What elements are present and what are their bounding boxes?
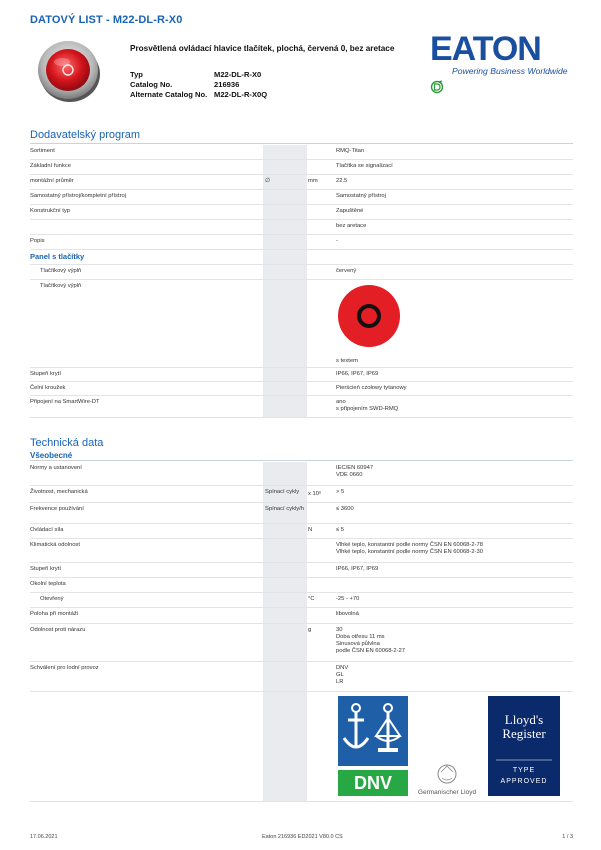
table-row [30,593,573,608]
row-symbol: Spínací cykly [265,489,300,495]
row-value: 22.5 [336,178,348,184]
row-value: Tlačítka se signalizací [336,163,393,169]
table-row [30,503,573,524]
value-line: Sinusová půlvlna [336,641,380,647]
meta-key: Alternate Catalog No. [130,90,208,99]
table-row [30,190,573,205]
value-line: podle ČSN EN 60068-2-27 [336,648,405,654]
symbol-cell [263,692,307,801]
table-row [30,280,573,368]
symbol-cell [263,593,307,607]
row-value: -25 - +70 [336,596,360,602]
table-row [30,396,573,418]
symbol-cell [263,524,307,538]
symbol-cell [263,608,307,623]
symbol-cell [263,578,307,592]
row-value: ≤ 5 [336,527,345,533]
meta-row [130,80,334,90]
row-value: Pierścień czołowy tytanowy [336,385,407,391]
symbol-cell [263,160,307,174]
value-line: DNV [336,665,349,671]
eaton-logo [430,30,570,92]
symbol-cell [263,382,307,395]
symbol-cell [263,563,307,577]
meta-value: M22-DL-R-X0Q [214,90,268,99]
table-row [30,662,573,692]
subsection-title-general: Všeobecné [30,451,73,460]
table-row [30,563,573,578]
meta-key: Typ [130,70,143,79]
row-label: montážní průměr [30,178,74,184]
row-label: Klimatická odolnost [30,542,80,548]
symbol-cell [263,396,307,417]
doc-title: DATOVÝ LIST - M22-DL-R-X0 [30,14,183,26]
row-value: IP66, IP67, IP69 [336,566,379,572]
table-row-approval-logos [30,692,573,802]
table-row [30,382,573,396]
table-row [30,368,573,382]
meta-value: 216936 [214,80,240,89]
symbol-cell [263,205,307,219]
row-value [336,465,573,479]
symbol-cell [263,190,307,204]
row-value: libovolná [336,611,359,617]
row-label: Poloha při montáži [30,611,79,617]
symbol-cell [263,145,307,159]
meta-value: M22-DL-R-X0 [214,70,262,79]
symbol-cell [263,250,307,264]
row-value: Samostatný přístroj [336,193,386,199]
row-unit: g [308,627,312,633]
table-row [30,220,573,235]
table-row [30,160,573,175]
dnv-logo [338,696,408,796]
row-label: Schválení pro lodní provoz [30,665,99,671]
germanischer-lloyd-logo [410,762,484,800]
section-title-supplier: Dodavatelský program [30,129,141,141]
value-line: ano [336,399,346,405]
brand-wordmark: EATON [430,30,541,68]
value-line: VDE 0660 [336,472,363,478]
row-value: Zapuštěné [336,208,364,214]
row-label: Tlačítkový výplň [40,268,82,274]
symbol-cell [263,280,307,367]
section-title-technical: Technická data [30,437,104,449]
row-unit: N [308,527,313,533]
value-line: IEC/EN 60947 [336,465,374,471]
lloyds-register-logo [488,696,560,796]
product-photo [34,36,102,104]
row-label: Základní funkce [30,163,71,169]
row-symbol: ∅ [265,178,271,184]
section-divider [30,460,573,461]
row-label: Odolnost proti nárazu [30,627,86,633]
row-value: RMQ-Titan [336,148,365,154]
table-row [30,539,573,563]
product-description: Prosvětlená ovládací hlavice tlačítek, plochá, červená 0, bez aretace [130,44,395,53]
row-label: Okolní teplota [30,581,66,587]
footer-document-id: Eaton 216936 ED2021 V80.0 CS [262,834,343,840]
row-label: Ovládací síla [30,527,64,533]
row-unit: °C [308,596,315,602]
footer-page-number: 1 / 3 [562,834,573,840]
table-row [30,265,573,280]
table-row [30,578,573,593]
meta-row [130,90,334,100]
meta-row [130,70,334,80]
row-label: Otevřený [40,596,64,602]
row-label: Tlačítkový výplň [40,283,82,289]
value-line: 30 [336,627,343,633]
dnv-logo-text: DNV [353,773,393,793]
table-row [30,145,573,160]
value-line: s připojením SWD-RMQ [336,406,399,412]
table-row [30,205,573,220]
supplier-table [30,145,573,418]
lr-logo-line1: Lloyd's [504,712,544,727]
meta-key: Catalog No. [130,80,173,89]
value-line: Vlhké teplo, konstantní podle normy ČSN EN 60068-2-78 [336,542,483,548]
table-row [30,235,573,250]
row-value [336,399,573,413]
row-label: Konstrukční typ [30,208,70,214]
value-line: Vlhké teplo, konstantní podle normy ČSN EN 60068-2-30 [336,549,483,555]
table-row [30,462,573,486]
panel-subheading: Panel s tlačítky [30,252,85,261]
red-button-symbol-icon [336,283,402,349]
table-row [30,608,573,624]
row-value: s textem [336,358,358,364]
row-label: Normy a ustanovení [30,465,82,471]
symbol-cell [263,220,307,234]
row-value: červený [336,268,357,274]
symbol-cell [263,462,307,485]
section-divider [30,143,573,144]
product-meta [130,70,334,100]
row-label: Stupeň krytí [30,566,61,572]
row-unit: x 10⁶ [308,491,322,497]
row-value: - [336,238,338,244]
gl-logo-text: Germanischer Lloyd [417,789,477,796]
row-value [336,627,573,655]
row-label: Životnost, mechanická [30,489,88,495]
row-label: Připojení na SmartWire-DT [30,399,100,405]
row-symbol: Spínací cykly/h [265,506,304,512]
lr-approved-text: APPROVED [500,778,548,785]
table-subheading-row [30,250,573,265]
value-line: LR [336,679,344,685]
row-value: > 5 [336,489,345,495]
symbol-cell [263,539,307,562]
table-row [30,624,573,662]
value-line: GL [336,672,344,678]
row-label: Čelní kroužek [30,385,66,391]
row-unit: mm [308,178,318,184]
table-row [30,175,573,190]
row-value: ≤ 3600 [336,506,354,512]
symbol-cell [263,265,307,279]
row-value [336,542,573,556]
table-row [30,486,573,503]
symbol-cell [263,662,307,691]
lr-type-text: TYPE [512,767,536,774]
brand-tagline: Powering Business Worldwide [452,66,568,76]
footer-date: 17.06.2021 [30,834,58,840]
row-label: Popis [30,238,45,244]
row-value [336,665,573,686]
lr-logo-line2: Register [502,726,546,741]
symbol-cell [263,235,307,249]
row-label: Sortiment [30,148,55,154]
row-label: Stupeň krytí [30,371,61,377]
symbol-cell [263,368,307,381]
row-label: Samostatný přístroj/kompletní přístroj [30,193,127,199]
green-certification-icon [430,80,444,94]
value-line: Doba otřesu 11 ms [336,634,385,640]
row-label: Frekvence používání [30,506,84,512]
row-value: IP66, IP67, IP69 [336,371,379,377]
technical-table [30,462,573,802]
row-value: bez aretace [336,223,367,229]
table-row [30,524,573,539]
symbol-cell [263,624,307,661]
